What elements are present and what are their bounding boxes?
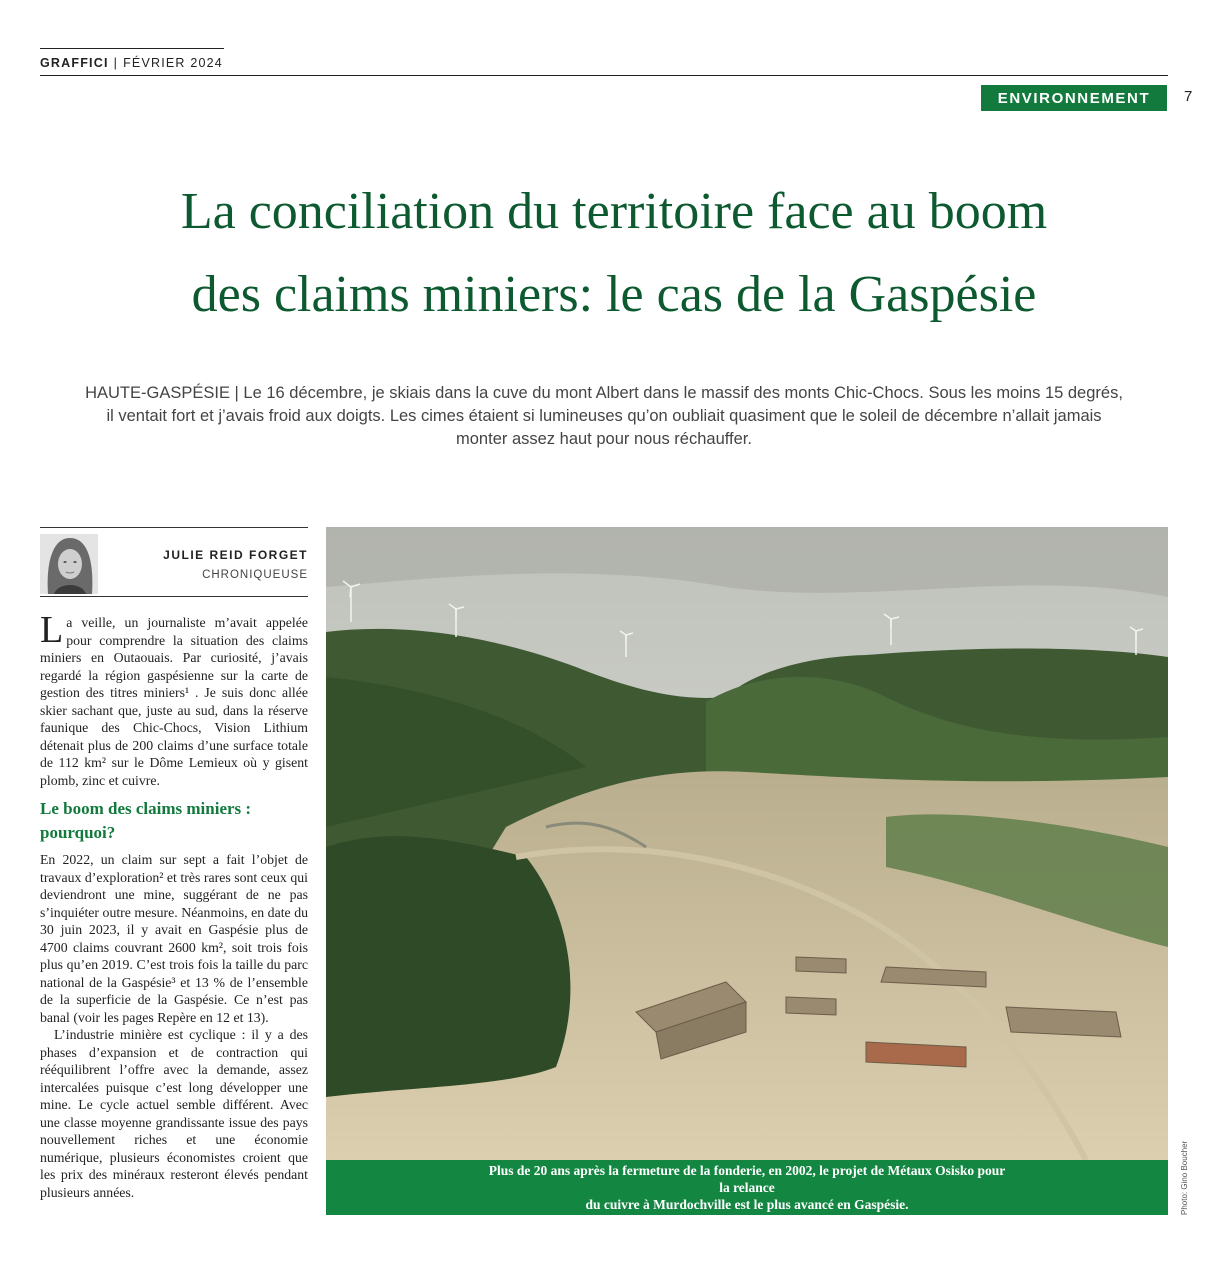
paragraph-1	[40, 609, 308, 789]
article-subhead: Le boom des claims miniers : pourquoi?	[40, 799, 252, 842]
section-tag: ENVIRONNEMENT	[981, 85, 1167, 111]
paragraph-2: En 2022, un claim sur sept a fait l’objet de travaux d’exploration² et très rares sont ceux qui deviendront une mine, suggérant de ne pas s’inquiéter outre mesure. Néanmoins, en date du 30 juin 2023, il y avait en Gaspésie plus de 4700 claims couvrant 2600 km², soit trois fois plus qu’en 2019. C’est trois fois la taille du parc national de la Gaspésie³ et 13 % de l’ensemble de la superficie de la Gaspésie. Ce n’est pas banal (voir les pages Repère en 12 et 13).	[40, 852, 308, 1025]
headline-line-2: des claims miniers: le cas de la Gaspésie	[191, 266, 1037, 324]
paragraph-3: L’industrie minière est cyclique : il y a des phases d’expansion et de contraction qui rééquilibrent l’offre avec la demande, assez intercalées puisque c’est long développer une mine. Le cycle actuel semble différent. Avec une classe moyenne grandissante issue des pays nouvellement riches et une économie numérique, plusieurs économistes croient que les prix des minéraux resteront élevés pendant plusieurs années.	[40, 1027, 308, 1200]
article-body	[40, 609, 308, 1201]
byline-rule-top	[40, 527, 308, 528]
masthead	[40, 48, 224, 70]
page-number: 7	[1184, 88, 1193, 105]
header-rule	[40, 75, 1168, 76]
author-photo	[40, 534, 98, 594]
author-name: JULIE REID FORGET	[163, 548, 308, 562]
headline-line-1: La conciliation du territoire face au boom	[180, 183, 1048, 240]
article-lede: HAUTE-GASPÉSIE | Le 16 décembre, je skiais dans la cuve du mont Albert dans le massif des monts Chic-Chocs. Sous les moins 15 degrés, il ventait fort et j’avais froid aux doigts. Les cimes étaient si lumineuses qu’on oubliait quasiment que le soleil de décembre n’allait jamais monter assez haut pour nous réchauffer.	[85, 384, 1123, 448]
issue-date: FÉVRIER 2024	[123, 56, 223, 70]
paragraph-1-text: a veille, un journaliste m’avait appelée pour comprendre la situation des claims miniers en Outaouais. Par curiosité, j’avais regardé la région gaspésienne sur la carte de gestion des titres miniers¹ . Je suis donc allée skier sachant que, juste au sud, dans la réserve faunique des Chic-Chocs, Vision Lithium détenait plus de 200 claims d’une surface totale de 112 km² sur le Dôme Lemieux où y gisent plomb, zinc et cuivre.	[40, 615, 308, 788]
caption-line-1: Plus de 20 ans après la fermeture de la fonderie, en 2002, le projet de Métaux Osisko pour la relance	[488, 1163, 1006, 1195]
byline-rule-bottom	[40, 596, 308, 597]
photo-caption	[326, 1160, 1168, 1215]
author-role: CHRONIQUEUSE	[202, 569, 308, 581]
article-headline	[60, 170, 1168, 336]
photo-credit: Photo: Gino Boucher	[1180, 1140, 1189, 1215]
masthead-separator: |	[113, 56, 119, 70]
murdochville-aerial-photo	[326, 527, 1168, 1160]
publication-name: GRAFFICI	[40, 56, 109, 70]
caption-line-2: du cuivre à Murdochville est le plus avancé en Gaspésie.	[585, 1197, 909, 1212]
drop-cap: L	[40, 609, 64, 651]
